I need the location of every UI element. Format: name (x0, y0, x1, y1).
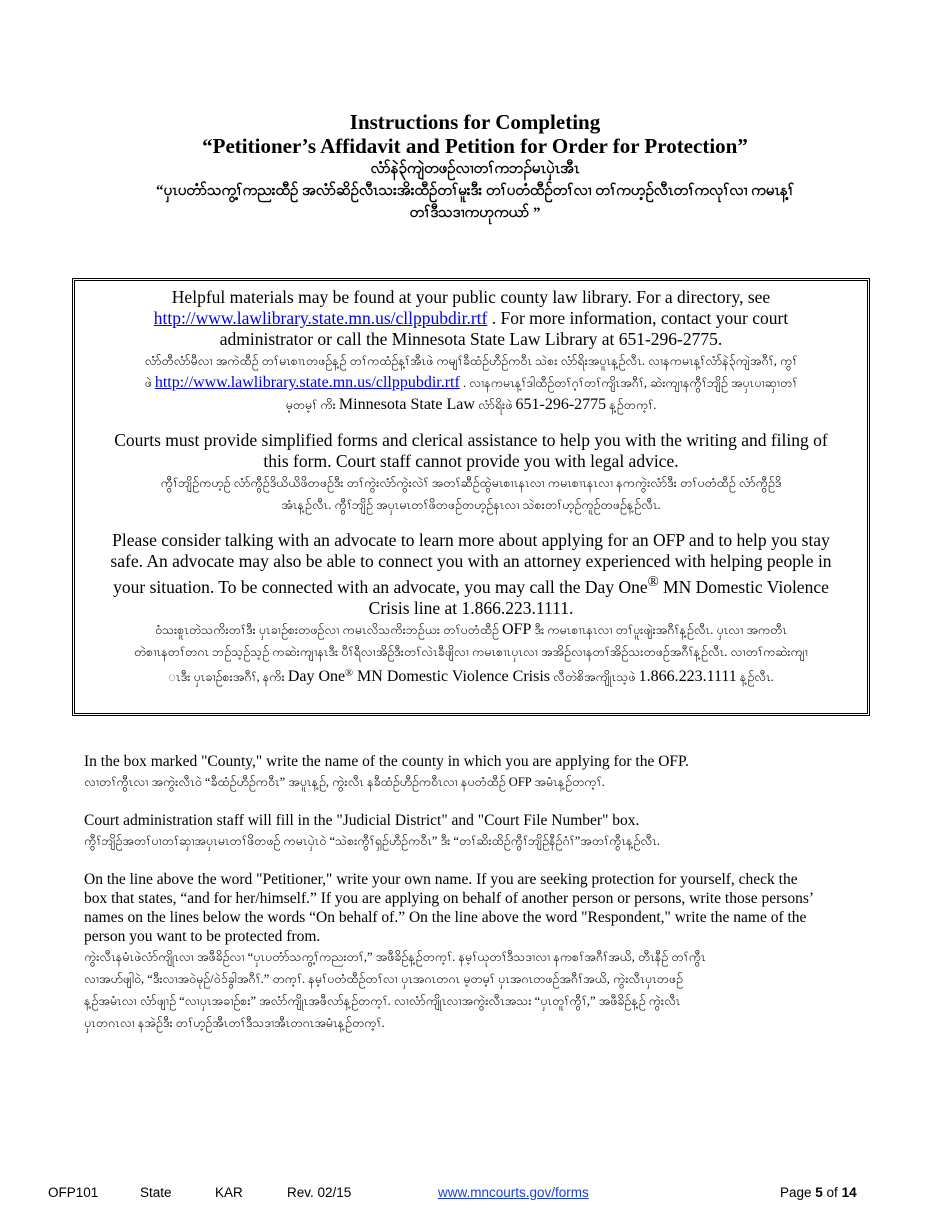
footer-form-code: OFP101 (48, 1185, 99, 1200)
footer-page-number: Page 5 of 14 (780, 1185, 857, 1200)
advocate-paragraph: Please consider talking with an advocate to learn more about applying for an OFP and to help you stay safe. An advocate may also be able to connect you with an attorney experienced with helping people in your situation. To be connected with an advocate, you may call the Day One® MN Domestic Violence Crisis line at 1.866.223.1111. (110, 530, 832, 618)
page-footer (48, 1185, 868, 1203)
footer-revision: Rev. 02/15 (287, 1185, 352, 1200)
district-instruction-karen: ကွီၢ်ဘျိဉ်အတၢ်ပၢတၢ်ဆှၢအပှၤမၤတၢ်ဖိတဖဉ် ကမၤပှဲၤဝဲ “သဲစးကွီၢ်ရှဉ်ဟီဉ်ကဝီၤ” ဒီး “တၢ်ဆိးထိဉ်ကွီၢ်ဘျိဉ်နီဉ်ဂံၢ်”အတၢ်ကွီၤန့ဉ်လီၤ. (84, 834, 660, 848)
library-directory-link-karen[interactable]: http://www.lawlibrary.state.mn.us/cllppubdir.rtf (154, 374, 460, 391)
court-forms-paragraph-karen: ကွီၢ်ဘျိဉ်ကဟ့ဉ် လံာ်ကွီဉ်ဒိယိယိဖိတဖဉ်ဒီး တၢ်ကွဲးလံာ်ကွဲးလဲၢ် အတၢ်ဆီဉ်ထွဲမၤစၢၤနၤလၢ ကမၤစၢၤနၤလၢ နကကွဲးလံာ်ဒီး တၢ်ပတံထီဉ် လံာ်ကွီဉ်ဒိ အံၤန့ဉ်လီၤ. ကွီၢ်ဘျိဉ် အပှၤမၤတၢ်ဖိတဖဉ်တဟ့ဉ်နၤလၢ သဲစးတၢ်ဟ့ဉ်ကူဉ်တဖဉ်န့ဉ်လီၤ. (160, 476, 782, 512)
title-karen-line-1: လံာ်နဲ၃်ကျဲတဖဉ်လၢတၢ်ကဘၣ်မၤပှဲၤအီၤ (370, 161, 580, 177)
title-line-2: “Petitioner’s Affidavit and Petition for Order for Protection” (202, 134, 748, 158)
helpful-materials-box (72, 278, 870, 716)
petitioner-instruction-karen: ကွဲးလီၤနမံၤဖဲလံာ်ကျိုၤလၢ အဖီခိဉ်လၢ “ပှၤပတံာ်သကွ့ၢ်ကညးတၢ်,” အဖီခိဉ်န့ဉ်တက့ၢ်. နမ့ၢ်ယုတၢ်ဒီသဒၢလၢ နကစၢ်အဂီၢ်အယိ, တီၤနီဉ် တၢ်ကွီၤ လၢအဟ်ဖျါဝဲ, “ဒီးလၢအဝဲမုဉ်/ဝဲၥ်ခွါအဂီၢ်.” တက့ၢ်. နမ့ၢ်ပတံထီဉ်တၢ်လၢ ပှၤအဂၤတဂၤ မ့တမ့ၢ် ပှၤအဂၤတဖဉ်အဂီၢ်အယိ, ကွဲးလီၤပှၤတဖဉ် န့ဉ်အမံၤလၢ လံာ်ဖျၢဉ် “လၢပှၤအခၢဉ်စး” အလံာ်ကျိုၤအဖီလာ်န့ဉ်တက့ၢ်. လၢလံာ်ကျိုၤလၢအကွဲးလီၤအသး “ပှၤတူၢ်ကွီၢ်,” အဖီခိဉ်န့ဉ် ကွဲးလီၤ ပှၤတဂၤလၢ နအဲဉ်ဒီး တၢ်ဟ့ဉ်အီၤတၢ်ဒီသဒၢအီၤတဂၤအမံၤန့ဉ်တက့ၢ်. (84, 950, 706, 1030)
title-karen-line-2: “ပှၤပတံာ်သကွ့ၢ်ကညးထီဉ် အလံာ်ဆိဉ်လီၤသးအိးထီဉ်တၢ်မူးဒီး တၢ်ပတံထီဉ်တၢ်လၢ တၢ်ကဟ့ဉ်လီၤတၢ်ကလုၢ်လၢ ကမၤန့ၢ် (156, 183, 794, 199)
advocate-paragraph-karen: ဝံသးစူၤတဲသကိးတၢ်ဒီး ပှၤခၢဉ်စးတဖဉ်လၢ ကမၤလိသကိးဘဉ်ယး တၢ်ပတံထီဉ် OFP ဒီး ကမၤစၢၤနၤလၢ တၢ်ပူးဖျဲးအဂီၢ်န့ဉ်လီၤ. ပှၤလၢ အကတီၤ တဲစၢၤနတၢ်တဂၤ ဘဉ်သ့ဉ်သ့ဉ် ကဆဲးကျၢနၤဒီး ပီၢ်ရီလၢအိဉ်ဒီးတၢ်လဲၤခီဖျိလၢ ကမၤစၢၤပှၤလၢ အအိဉ်လၢနတၢ်အိဉ်သးတဖဉ်အဂီၢ်န့ဉ်လီၤ. လၢတၢ်ကဆဲးကျၢ ၤဒီး ပှၤခၢဉ်စးအဂီၢ်, နကိး Day One® MN Domestic Violence Crisis လီတဲစိအကျိုၤသ့ဖဲ 1.866.223.1111 န့ဉ်လီၤ. (134, 620, 808, 685)
library-paragraph-karen: လံာ်တီလံာ်မီလၢ အကဲထီဉ် တၢ်မၤစၢၤတဖဉ်န့ဉ် တၢ်ကထံဉ်န့ၢ်အီၤဖဲ ကမျၢ်ခီထံဉ်ဟီဉ်ကဝီၤ သဲစး လံာ်ရိးအပူၤန့ဉ်လီၤ. လၢနကမၤန့ၢ်လံာ်နဲ၃်ကျဲအဂီၢ်, ကွၢ် ဖဲ http://www.lawlibrary.state.mn.us/cllppubdir.rtf . လၢနကမၤန့ၢ်ဒါထီဉ်တၢ်ဂ့ၢ်တၢ်ကျိၤအဂီၢ်, ဆဲးကျၢနကွီၢ်ဘျိဉ် အပှၤပၢဆှၢတၢ် မ့တမ့ၢ် ကိး Minnesota State Law လံာ်ရိးဖဲ 651-296-2775 န့ဉ်တက့ၢ်. (144, 354, 798, 413)
county-instruction-karen: လၢတၢ်ကွီၤလၢ အကွဲးလီၤဝဲ “ခီထံဉ်ဟီဉ်ကဝီၤ” အပူၤန့ဉ်, ကွဲးလီၤ နခီထံဉ်ဟီဉ်ကဝီၤလၢ နပတံထီဉ် OFP အမံၤန့ဉ်တက့ၢ်. (84, 775, 605, 789)
footer-language: KAR (215, 1185, 243, 1200)
footer-state: State (140, 1185, 172, 1200)
library-paragraph: Helpful materials may be found at your public county law library. For a directory, see http://www.lawlibrary.state.mn.us/cllppubdir.rtf . For more information, contact your court administrator or call the Minnesota State Law Library at 651-296-2775. (153, 287, 789, 349)
footer-forms-link[interactable]: www.mncourts.gov/forms (438, 1185, 589, 1200)
title-line-1: Instructions for Completing (349, 110, 601, 134)
library-directory-link[interactable]: http://www.lawlibrary.state.mn.us/cllppubdir.rtf (153, 308, 488, 328)
petitioner-instruction: On the line above the word "Petitioner," write your own name. If you are seeking protection for yourself, check the box that states, “and for her/himself.” If you are applying on behalf of another person or persons, write those persons’ names on the lines below the words “On behalf of.” On the line above the word "Respondent," write the name of the person you want to be protected from. (84, 871, 815, 945)
district-instruction: Court administration staff will fill in the "Judicial District" and "Court File Number" box. (84, 812, 640, 829)
title-karen-line-3: တၢ်ဒီသဒၢကဟုကယာ် ” (409, 205, 541, 221)
court-forms-paragraph: Courts must provide simplified forms and clerical assistance to help you with the writing and filing of this form. Court staff cannot provide you with legal advice. (114, 430, 828, 471)
title-block (60, 110, 890, 224)
county-instruction: In the box marked "County," write the name of the county in which you are applying for the OFP. (84, 753, 689, 770)
instructions-section (84, 752, 868, 1034)
